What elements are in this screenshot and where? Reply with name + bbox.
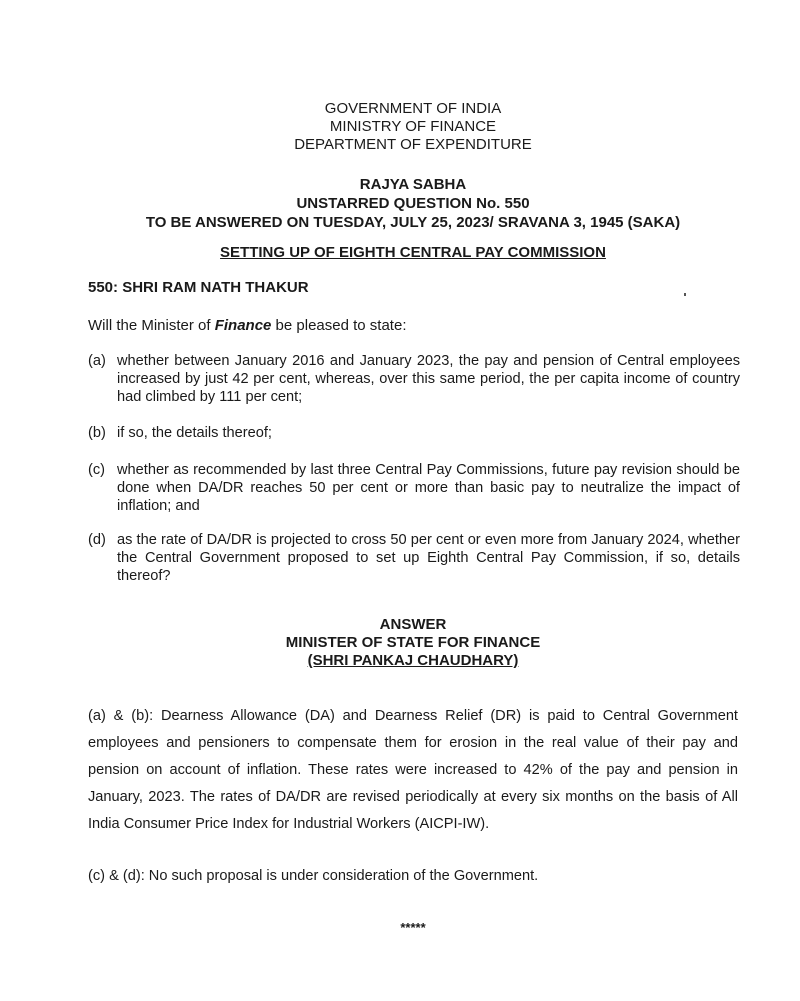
question-text: as the rate of DA/DR is projected to cross 50 per cent or even more from January 2024, whether the Central Government proposed to set up Eighth Central Pay Commission, if so, details thereof? [117,532,740,584]
house-block [0,175,800,232]
question-c [88,461,740,515]
answer-date: TO BE ANSWERED ON TUESDAY, JULY 25, 2023/ SRAVANA 3, 1945 (SAKA) [145,214,681,231]
question-label: (c) [88,462,106,478]
intro-line [88,317,407,334]
intro-before: Will the Minister of [88,317,215,334]
question-label: (d) [88,532,106,548]
answer-part-cd: (c) & (d): No such proposal is under consideration of the Government. [88,868,539,884]
government-line: GOVERNMENT OF INDIA [324,100,502,117]
house-name: RAJYA SABHA [359,176,467,193]
question-label: (a) [88,353,106,369]
answer-heading-block [0,616,800,670]
subject-title: SETTING UP OF EIGHTH CENTRAL PAY COMMISSION [220,244,606,261]
intro-ministry: Finance [214,317,272,334]
answer-part-ab: (a) & (b): Dearness Allowance (DA) and Dearness Relief (DR) is paid to Central Government employees and pensioners to compensate them for erosion in the real value of their pay and pension on account of inflation. These rates were increased to 42% of the pay and pension in January, 2023. The rates of DA/DR are revised periodically at every six months on the basis of All India Consumer Price Index for Industrial Workers (AICPI-IW). [88,708,738,832]
question-text: if so, the details thereof; [117,425,272,441]
answer-heading: ANSWER [379,616,447,633]
ministry-line: MINISTRY OF FINANCE [329,118,497,135]
question-text: whether between January 2016 and January 2023, the pay and pension of Central employees increased by just 42 per cent, whereas, over this same period, the per capita income of country had climbed by 111 per cent; [117,353,740,405]
minister-title: MINISTER OF STATE FOR FINANCE [285,634,541,651]
question-text: whether as recommended by last three Central Pay Commissions, future pay revision should be done when DA/DR reaches 50 per cent or more than basic pay to neutralize the impact of inflation; and [117,462,740,514]
end-mark: ***** [400,920,426,935]
question-a [88,352,740,406]
scan-speck [684,293,686,296]
question-label: (b) [88,425,106,441]
department-line: DEPARTMENT OF EXPENDITURE [294,136,532,153]
question-type: UNSTARRED QUESTION No. 550 [296,195,530,212]
intro-after: be pleased to state: [271,317,407,334]
question-b [88,424,740,442]
question-d [88,531,740,585]
minister-name: (SHRI PANKAJ CHAUDHARY) [307,652,519,669]
member-name: 550: SHRI RAM NATH THAKUR [88,279,309,296]
ministry-header [0,100,800,154]
